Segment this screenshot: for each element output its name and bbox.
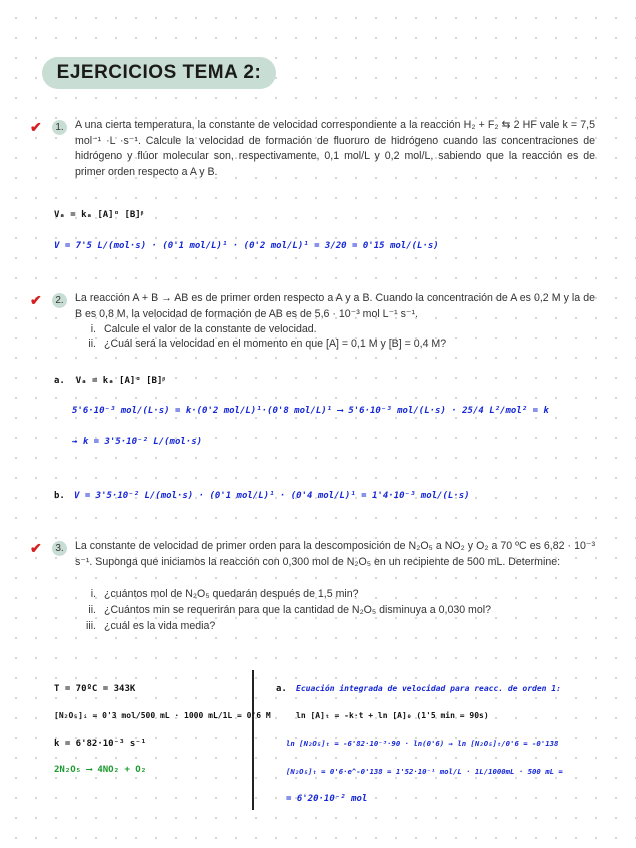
subitem [76, 603, 491, 619]
exercise-number: 3. [52, 541, 67, 556]
column-divider [252, 670, 254, 810]
exercise-3-text: La constante de velocidad de primer orden para la descomposición de N₂O₅ a NO₂ y O₂ a 70 ºC es 6,82 · 10⁻³ s⁻¹. Suponga que iniciamos la reacción con 0,300 mol de N₂O₅ en un recipiente de 500 mL. Determine: [75, 540, 595, 568]
exercise-1-text: A una cierta temperatura, la constante de velocidad correspondiente a la reacción H₂ + F₂ ⇆ 2 HF vale k = 7,5 mol⁻¹ ·L ·s⁻¹. Calcule la velocidad de formación de fluoruro de hidrógeno cuando las concentraciones de hidrógeno y flúor molecular son, respectivamente, 0,1 mol/L y 0,2 mol/L, sabiendo que la reacción es de primer orden respecto a A y B. [75, 119, 595, 178]
handwritten-rate-calc: V = 7'5 L/(mol·s) · (0'1 mol/L)¹ · (0'2 mol/L)¹ = 3/20 = 0'15 mol/(L·s) [54, 241, 439, 251]
handwritten-label [54, 375, 165, 387]
handwritten-rate-law: Vₐ = kₐ [A]ᵅ [B]ᵝ [54, 210, 144, 220]
subitem [76, 587, 359, 603]
handwritten-integrated-law: ln [A]ₜ = -k·t + ln [A]₀ (1'5 min = 90s) [296, 711, 489, 720]
check-mark-icon: ✔ [30, 540, 42, 556]
subitem-marker: i. [90, 323, 96, 335]
subitem-marker: iii. [85, 620, 96, 632]
handwritten-velocity-calc: V = 3'5·10⁻² L/(mol·s) · (0'1 mol/L)¹ · (0'4 mol/L)¹ = 1'4·10⁻³ mol/(L·s) [74, 491, 470, 501]
handwritten-final-result: = 6'20·10⁻² mol [286, 794, 368, 804]
subitem [76, 322, 317, 338]
handwritten-concentration: [N₂O₅]ᵢ = 0'3 mol/500 mL · 1000 mL/1L = 0'6 M [54, 711, 271, 720]
subitem-text: ¿cuántos mol de N₂O₅ quedarán después de 1,5 min? [104, 588, 359, 600]
handwritten-rate-law: Vₐ = kₐ [A]ᵅ [B]ᵝ [75, 376, 166, 386]
handwritten-heading: Ecuación integrada de velocidad para reacc. de orden 1: [296, 684, 561, 693]
exercise-2-text: La reacción A + B → AB es de primer orden respecto a A y a B. Cuando la concentración de A es 0,2 M y la de B es 0,8 M, la velocidad de formación de AB es de 5,6 · 10⁻³ mol L⁻¹ s⁻¹. [75, 292, 595, 320]
page-title-pill [42, 57, 276, 89]
handwritten-part-label: a. [276, 684, 287, 694]
subitem-marker: i. [90, 588, 96, 600]
subitem-text: Calcule el valor de la constante de velocidad. [104, 323, 317, 335]
handwritten-ln-calc: ln [N₂O₅]ₜ = -6'82·10⁻³·90 · ln(0'6) ⇝ ln [N₂O₅]ₜ/0'6 = -0'138 [286, 739, 559, 748]
exercise-number: 2. [52, 293, 67, 308]
subitem-marker: ii. [88, 338, 96, 350]
handwritten-temperature: T = 70ºC = 343K [54, 684, 136, 694]
subitem-text: ¿Cuál será la velocidad en el momento en que [A] = 0,1 M y [B] = 0,4 M? [104, 338, 447, 350]
handwritten-rate-constant: k = 6'82·10⁻³ s⁻¹ [54, 739, 147, 749]
exercise-number: 1. [52, 120, 67, 135]
handwritten-k-result: ⇝ k = 3'5·10⁻² L/(mol·s) [72, 437, 203, 447]
subitem [76, 619, 215, 635]
subitem-text: ¿cuál es la vida media? [104, 620, 216, 632]
check-mark-icon: ✔ [30, 119, 42, 135]
subitem [76, 337, 446, 353]
handwritten-part-label: b. [54, 491, 65, 501]
page-title: EJERCICIOS TEMA 2: [56, 62, 262, 83]
handwritten-k-equation: 5'6·10⁻³ mol/(L·s) = k·(0'2 mol/L)¹·(0'8 mol/L)¹ ⟶ 5'6·10⁻³ mol/(L·s) · 25/4 L²/mol² = k [72, 406, 549, 416]
subitem-marker: ii. [88, 604, 96, 616]
handwritten-amount-calc: [N₂O₅]ₜ = 0'6·e^-0'138 = 1'52·10⁻¹ mol/L · 1L/1000mL · 500 mL = [286, 767, 563, 776]
handwritten-part-label: a. [54, 376, 65, 386]
check-mark-icon: ✔ [30, 292, 42, 308]
handwritten-reaction: 2N₂O₅ ⟶ 4NO₂ + O₂ [54, 765, 147, 775]
subitem-text: ¿Cuántos min se requerirán para que la cantidad de N₂O₅ disminuya a 0,030 mol? [104, 604, 492, 616]
